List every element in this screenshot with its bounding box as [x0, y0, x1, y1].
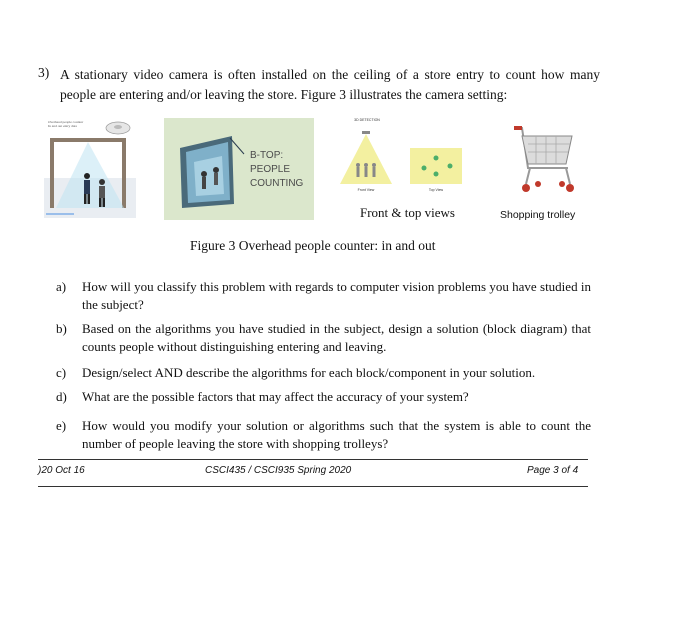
subquestion-text: Based on the algorithms you have studied in the subject, design a solution (block diagram) that counts people without distinguishing entering and leaving.	[82, 321, 591, 354]
subquestion-label: c)	[56, 365, 67, 380]
trolley-caption: Shopping trolley	[500, 209, 576, 221]
footer-date: )20 Oct 16	[38, 465, 85, 476]
question-number: 3)	[38, 65, 50, 80]
btop-line3: COUNTING	[250, 178, 304, 189]
front-top-illustration	[332, 118, 472, 198]
btop-illustration	[164, 118, 314, 220]
question-text: A stationary video camera is often installed on the ceiling of a store entry to count how many people are entering and/or leaving the store. Figure 3 illustrates the camera setting:	[60, 67, 600, 102]
top-view-label: Top View	[428, 188, 444, 192]
overhead-counter-caption: Overhead people counter In and out entry data	[48, 120, 84, 128]
overhead-counter-illustration	[44, 118, 136, 218]
footer-top-rule	[38, 459, 588, 460]
front-top-caption: Front & top views	[360, 205, 455, 220]
btop-title: B-TOP:	[250, 150, 284, 161]
footer-course: CSCI435 / CSCI935 Spring 2020	[205, 465, 352, 476]
front-view-label: Front View	[357, 188, 375, 192]
subquestion-text: How would you modify your solution or algorithms such that the system is able to count the number of people leaving the store with shopping trolleys?	[82, 418, 591, 451]
figure-trolley	[506, 118, 582, 198]
figure-overhead-counter	[44, 118, 136, 218]
btop-line2: PEOPLE	[250, 164, 291, 175]
figure-caption: Figure 3 Overhead people counter: in and out	[190, 238, 436, 253]
figure-front-top	[332, 118, 472, 198]
subquestion-b	[56, 320, 591, 360]
subquestion-label: e)	[56, 418, 67, 433]
subquestion-text: How will you classify this problem with regards to computer vision problems you have studied in the subject?	[82, 279, 591, 312]
subquestion-label: a)	[56, 279, 67, 294]
subquestion-e	[56, 417, 591, 457]
subquestion-text: Design/select AND describe the algorithms for each block/component in your solution.	[82, 365, 536, 380]
detection-label: 3D DETECTION	[354, 118, 380, 122]
footer-page: Page 3 of 4	[527, 465, 579, 476]
shopping-trolley-icon	[506, 118, 582, 198]
subquestion-label: b)	[56, 321, 67, 336]
subquestion-label: d)	[56, 389, 67, 404]
figure-btop	[164, 118, 314, 220]
footer-bottom-rule	[38, 486, 588, 487]
subquestion-text: What are the possible factors that may affect the accuracy of your system?	[82, 389, 469, 404]
subquestion-d	[56, 388, 591, 408]
subquestion-a	[56, 278, 591, 318]
subquestion-c	[56, 364, 591, 384]
